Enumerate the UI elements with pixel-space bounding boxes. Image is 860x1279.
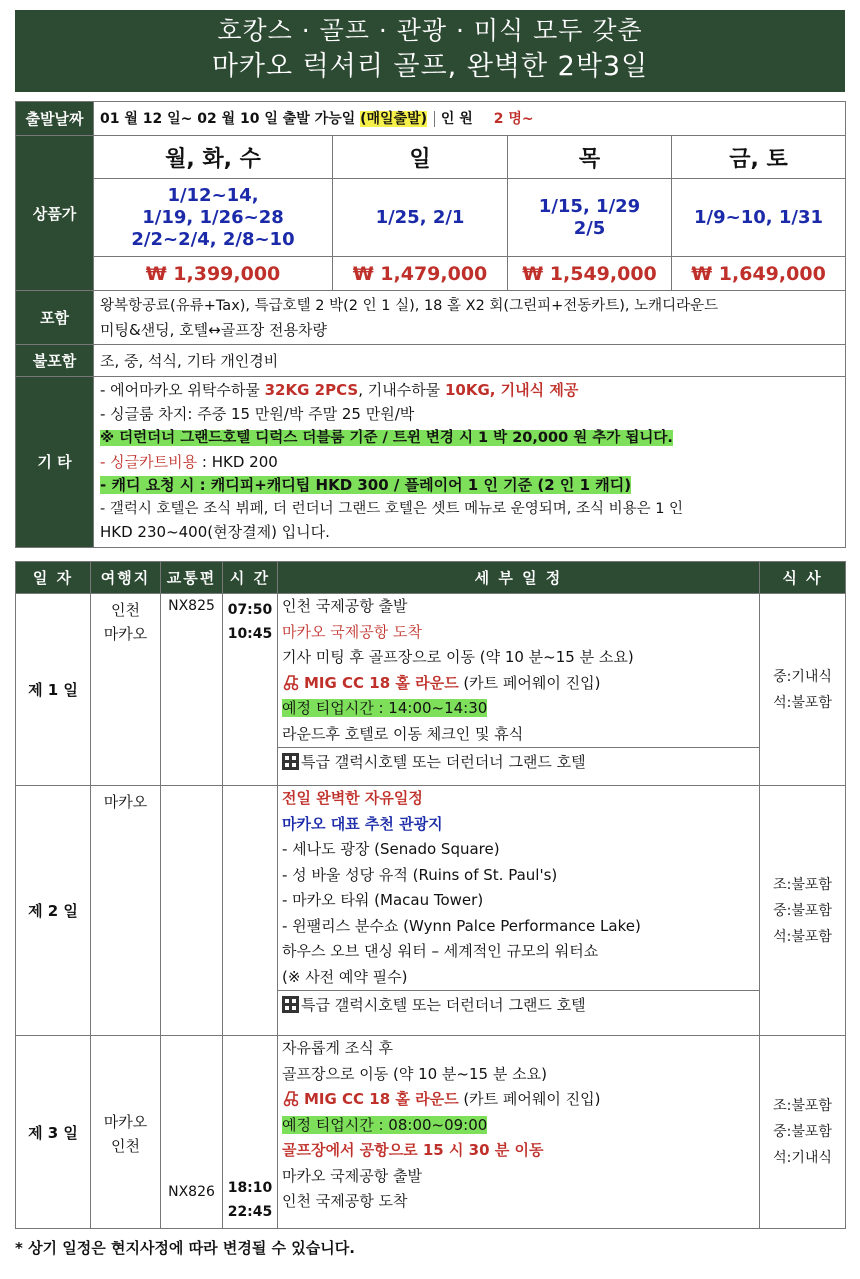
hotel-text: 특급 갤럭시호텔 또는 더런더너 그랜드 호텔 xyxy=(301,753,586,771)
etc-breakfast: - 갤럭시 호텔은 조식 뷔페, 더 런더너 그랜드 호텔은 셋트 메뉴로 운영되며, 조식 비용은 1 인 xyxy=(100,500,684,517)
col-detail: 세 부 일 정 xyxy=(278,562,760,594)
etc-breakfast-cost: HKD 230~400(현장결제) 입니다. xyxy=(100,523,330,541)
meal-item: 조:불포함 xyxy=(773,1098,832,1114)
schedule-line: (※ 사전 예약 필수) xyxy=(282,967,408,986)
etc-baggage xyxy=(100,379,839,403)
day3-flight: NX826 xyxy=(161,1036,223,1229)
day3-details xyxy=(278,1036,760,1229)
etc-single-cart xyxy=(100,451,839,475)
people-label: 인 원 xyxy=(434,111,479,127)
place-name: 인천 xyxy=(111,601,140,619)
date-line: 1/9~10, 1/31 xyxy=(694,206,824,228)
date-line: 2/2~2/4, 2/8~10 xyxy=(131,228,295,250)
footnote: * 상기 일정은 현지사정에 따라 변경될 수 있습니다. xyxy=(15,1239,355,1257)
day2-place xyxy=(91,786,161,1036)
schedule-line xyxy=(278,1087,759,1113)
schedule-line: 골프장으로 이동 (약 10 분~15 분 소요) xyxy=(282,1064,547,1083)
day2-times xyxy=(223,786,278,1036)
meal-item: 석:불포함 xyxy=(773,694,832,711)
price-sun: ₩ 1,479,000 xyxy=(333,257,508,291)
etc-text-part: , 기내수하물 xyxy=(358,381,445,399)
schedule-line: 자유롭게 조식 후 xyxy=(282,1039,393,1057)
golf-cart-icon xyxy=(282,673,300,691)
excluded-label: 불포함 xyxy=(16,345,94,377)
teeup-time: 예정 티업시간 : 14:00~14:30 xyxy=(282,699,488,717)
schedule-line xyxy=(278,696,759,722)
meal-item: 석:불포함 xyxy=(773,928,832,945)
col-meal: 식 사 xyxy=(760,562,846,594)
schedule-line xyxy=(278,671,759,697)
day1-label: 제 1 일 xyxy=(16,594,91,786)
col-day: 일 자 xyxy=(16,562,91,594)
attraction-item: - 마카오 타워 (Macau Tower) xyxy=(282,891,484,909)
schedule-line: 인천 국제공항 출발 xyxy=(282,597,408,615)
day2-flight xyxy=(161,786,223,1036)
banner-subtitle: 호캉스 · 골프 · 관광 · 미식 모두 갖춘 xyxy=(217,16,643,45)
date-line: 1/12~14, xyxy=(167,184,259,206)
day2-details xyxy=(278,786,760,1036)
schedule-line: 마카오 국제공항 출발 xyxy=(282,1166,422,1185)
schedule-line: 전일 완벽한 자유일정 xyxy=(282,789,423,807)
etc-text-part: - 에어마카오 위탁수하물 xyxy=(100,381,265,399)
cart-note: (카트 페어웨이 진입) xyxy=(458,1090,601,1108)
day-header-sun: 일 xyxy=(333,136,508,179)
day1-place xyxy=(91,594,161,786)
day2-label: 제 2 일 xyxy=(16,786,91,1036)
schedule-line: 인천 국제공항 도착 xyxy=(282,1192,408,1210)
etc-label: 기 타 xyxy=(16,377,94,548)
dates-mon-wed xyxy=(94,179,333,257)
time-value: 07:50 xyxy=(227,602,273,618)
people-value: 2 명~ xyxy=(493,110,534,127)
day1-flight: NX825 xyxy=(161,594,223,786)
schedule-line: 기사 미팅 후 골프장으로 이동 (약 10 분~15 분 소요) xyxy=(282,648,634,666)
included-label: 포함 xyxy=(16,291,94,345)
day2-meals xyxy=(760,786,846,1036)
date-line: 1/19, 1/26~28 xyxy=(142,206,284,228)
attraction-item: - 윈팰리스 분수쇼 (Wynn Palce Performance Lake) xyxy=(282,916,641,935)
product-info-table xyxy=(15,101,846,548)
etc-caddie xyxy=(100,474,839,498)
etc-text-part: : HKD 200 xyxy=(197,452,278,471)
etc-text-part: - 싱글카트비용 xyxy=(100,452,198,471)
etc-twin-note xyxy=(100,426,839,451)
col-place: 여행지 xyxy=(91,562,161,594)
golf-round-text: MIG CC 18 홀 라운드 xyxy=(304,673,459,692)
teeup-time: 예정 티업시간 : 08:00~09:00 xyxy=(282,1115,488,1134)
hotel-text: 특급 갤럭시호텔 또는 더런더너 그랜드 호텔 xyxy=(301,996,586,1014)
date-line: 1/15, 1/29 xyxy=(538,195,641,217)
day3-meals xyxy=(760,1036,846,1229)
schedule-line: 마카오 국제공항 도착 xyxy=(282,622,422,641)
meal-item: 중:불포함 xyxy=(773,1124,832,1140)
schedule-line: 골프장에서 공항으로 15 시 30 분 이동 xyxy=(282,1141,544,1159)
price-thu: ₩ 1,549,000 xyxy=(508,257,672,291)
dates-sun xyxy=(333,179,508,257)
price-fri-sat: ₩ 1,649,000 xyxy=(672,257,846,291)
etc-text xyxy=(94,377,846,548)
time-value: 22:45 xyxy=(227,1204,273,1220)
day3-times xyxy=(223,1036,278,1229)
excluded-text: 조, 중, 석식, 기타 개인경비 xyxy=(94,345,846,377)
schedule-table xyxy=(15,561,846,1229)
day-header-thu: 목 xyxy=(508,136,672,179)
hotel-line xyxy=(278,990,759,1021)
day1-meals xyxy=(760,594,846,786)
place-name: 마카오 xyxy=(103,1113,148,1131)
day-header-fri-sat: 금, 토 xyxy=(672,136,846,179)
hotel-icon xyxy=(282,753,299,770)
departure-label: 출발날짜 xyxy=(16,102,94,136)
date-line: 2/5 xyxy=(573,217,606,239)
included-line: 왕복항공료(유류+Tax), 특급호텔 2 박(2 인 1 실), 18 홀 X2 회(그린피+전동카트), 노캐디라운드 xyxy=(100,297,719,314)
etc-text-part: 32KG 2PCS xyxy=(264,381,359,399)
daily-badge: (매일출발) xyxy=(360,110,428,127)
etc-text-part: 10KG, 기내식 제공 xyxy=(444,381,579,399)
golf-cart-icon xyxy=(282,1089,300,1107)
time-value: 10:45 xyxy=(227,626,273,642)
departure-range: 01 월 12 일~ 02 월 10 일 출발 가능일 xyxy=(100,110,356,127)
place-name: 마카오 xyxy=(103,625,148,643)
schedule-line: 마카오 대표 추천 관광지 xyxy=(282,814,443,833)
hotel-line xyxy=(278,747,759,778)
col-time: 시 간 xyxy=(223,562,278,594)
included-line: 미팅&샌딩, 호텔↔골프장 전용차량 xyxy=(100,320,327,339)
time-value: 18:10 xyxy=(227,1180,273,1196)
schedule-line: 하우스 오브 댄싱 워터 – 세계적인 규모의 워터쇼 xyxy=(282,942,599,960)
price-mon-wed: ₩ 1,399,000 xyxy=(94,257,333,291)
dates-thu xyxy=(508,179,672,257)
place-name: 마카오 xyxy=(103,793,148,811)
day1-details xyxy=(278,594,760,786)
product-price-label: 상품가 xyxy=(16,136,94,291)
day1-times xyxy=(223,594,278,786)
title-banner xyxy=(15,10,845,92)
date-line: 1/25, 2/1 xyxy=(375,206,465,228)
day3-label: 제 3 일 xyxy=(16,1036,91,1229)
attraction-item: - 성 바울 성당 유적 (Ruins of St. Paul's) xyxy=(282,865,558,884)
meal-item: 석:기내식 xyxy=(773,1150,832,1166)
schedule-line: 라운드후 호텔로 이동 체크인 및 휴식 xyxy=(282,724,524,743)
day3-place xyxy=(91,1036,161,1229)
etc-text-part: - 캐디 요청 시 : 캐디피+캐디팁 HKD 300 / 플레이어 1 인 기준 (2 인 1 캐디) xyxy=(100,476,632,494)
meal-item: 중:기내식 xyxy=(773,668,832,685)
place-name: 인천 xyxy=(111,1137,140,1155)
etc-single-room: - 싱글룸 차지: 주중 15 만원/박 주말 25 만원/박 xyxy=(100,404,415,423)
hotel-icon xyxy=(282,996,299,1013)
meal-item: 중:불포함 xyxy=(773,902,832,919)
banner-title: 마카오 럭셔리 골프, 완벽한 2박3일 xyxy=(211,51,649,82)
col-transport: 교통편 xyxy=(161,562,223,594)
meal-item: 조:불포함 xyxy=(773,876,832,893)
cart-note: (카트 페어웨이 진입) xyxy=(458,673,601,692)
departure-row xyxy=(94,102,846,136)
day-header-mon-wed: 월, 화, 수 xyxy=(94,136,333,179)
golf-round-text: MIG CC 18 홀 라운드 xyxy=(304,1090,459,1108)
schedule-line xyxy=(278,1113,759,1139)
dates-fri-sat xyxy=(672,179,846,257)
included-text xyxy=(94,291,846,345)
etc-text-part: ※ 더런더너 그랜드호텔 디럭스 더블룸 기준 / 트윈 변경 시 1 박 20,000 원 추가 됩니다. xyxy=(100,430,673,446)
attraction-item: - 세나도 광장 (Senado Square) xyxy=(282,840,500,858)
